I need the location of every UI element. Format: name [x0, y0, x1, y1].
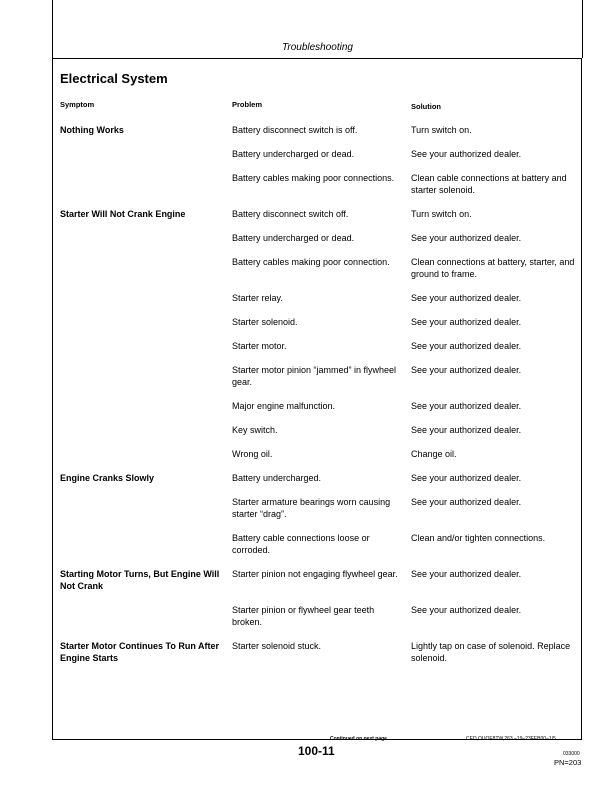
- row-problem: Major engine malfunction.: [232, 401, 336, 411]
- small-code: 033000: [563, 751, 580, 757]
- row-symptom: Engine Cranks Slowly: [60, 473, 155, 483]
- row-problem: Battery undercharged or dead.: [232, 233, 355, 243]
- row-solution: See your authorized dealer.: [411, 605, 522, 615]
- column-header-symptom: Symptom: [60, 100, 95, 109]
- row-problem: Battery cables making poor connections.: [232, 173, 395, 183]
- page-number: 100-11: [298, 744, 335, 758]
- row-solution: See your authorized dealer.: [411, 341, 522, 351]
- row-problem: Battery cables making poor connection.: [232, 257, 390, 267]
- row-solution: See your authorized dealer.: [411, 365, 522, 375]
- row-solution: Clean cable connections at battery and starter solenoid.: [411, 173, 567, 195]
- row-symptom: Starting Motor Turns, But Engine Will Not Crank: [60, 569, 220, 591]
- row-solution: See your authorized dealer.: [411, 425, 522, 435]
- row-problem: Starter pinion or flywheel gear teeth broken.: [232, 605, 375, 627]
- row-solution: Clean and/or tighten connections.: [411, 533, 546, 543]
- header-title: Troubleshooting: [282, 42, 353, 53]
- pn-number: PN=203: [554, 758, 582, 767]
- row-solution: See your authorized dealer.: [411, 293, 522, 303]
- row-solution: See your authorized dealer.: [411, 473, 522, 483]
- row-problem: Starter armature bearings worn causing starter “drag”.: [232, 497, 391, 519]
- row-solution: See your authorized dealer.: [411, 149, 522, 159]
- row-problem: Wrong oil.: [232, 449, 273, 459]
- row-problem: Battery undercharged.: [232, 473, 322, 483]
- row-solution: Turn switch on.: [411, 209, 472, 219]
- row-solution: See your authorized dealer.: [411, 317, 522, 327]
- column-header-problem: Problem: [232, 100, 263, 109]
- row-solution: See your authorized dealer.: [411, 497, 522, 507]
- row-solution: Change oil.: [411, 449, 457, 459]
- row-problem: Battery disconnect switch is off.: [232, 125, 358, 135]
- row-symptom: Starter Motor Continues To Run After Engine Starts: [60, 641, 219, 663]
- row-solution: See your authorized dealer.: [411, 401, 522, 411]
- content-box: [52, 58, 582, 740]
- row-symptom: Starter Will Not Crank Engine: [60, 209, 186, 219]
- row-symptom: Nothing Works: [60, 125, 124, 135]
- row-problem: Starter pinion not engaging flywheel gear.: [232, 569, 398, 579]
- column-header-solution: Solution: [411, 102, 441, 111]
- row-problem: Starter motor.: [232, 341, 287, 351]
- row-problem: Starter solenoid.: [232, 317, 298, 327]
- row-problem: Starter relay.: [232, 293, 283, 303]
- row-problem: Battery disconnect switch off.: [232, 209, 349, 219]
- row-solution: Lightly tap on case of solenoid. Replace solenoid.: [411, 641, 571, 663]
- row-problem: Starter solenoid stuck.: [232, 641, 322, 651]
- row-problem: Starter motor pinion “jammed” in flywheel gear.: [232, 365, 397, 387]
- row-solution: Turn switch on.: [411, 125, 472, 135]
- section-title: Electrical System: [60, 71, 168, 86]
- row-problem: Battery cable connections loose or corroded.: [232, 533, 370, 555]
- continued-note: Continued on next page: [330, 736, 387, 742]
- row-solution: See your authorized dealer.: [411, 233, 522, 243]
- row-solution: See your authorized dealer.: [411, 569, 522, 579]
- row-problem: Key switch.: [232, 425, 278, 435]
- row-solution: Clean connections at battery, starter, and ground to frame.: [411, 257, 575, 279]
- row-problem: Battery undercharged or dead.: [232, 149, 355, 159]
- document-code: CED,OUOE8TW,263 –19–23FEB00–1/5: [466, 736, 556, 742]
